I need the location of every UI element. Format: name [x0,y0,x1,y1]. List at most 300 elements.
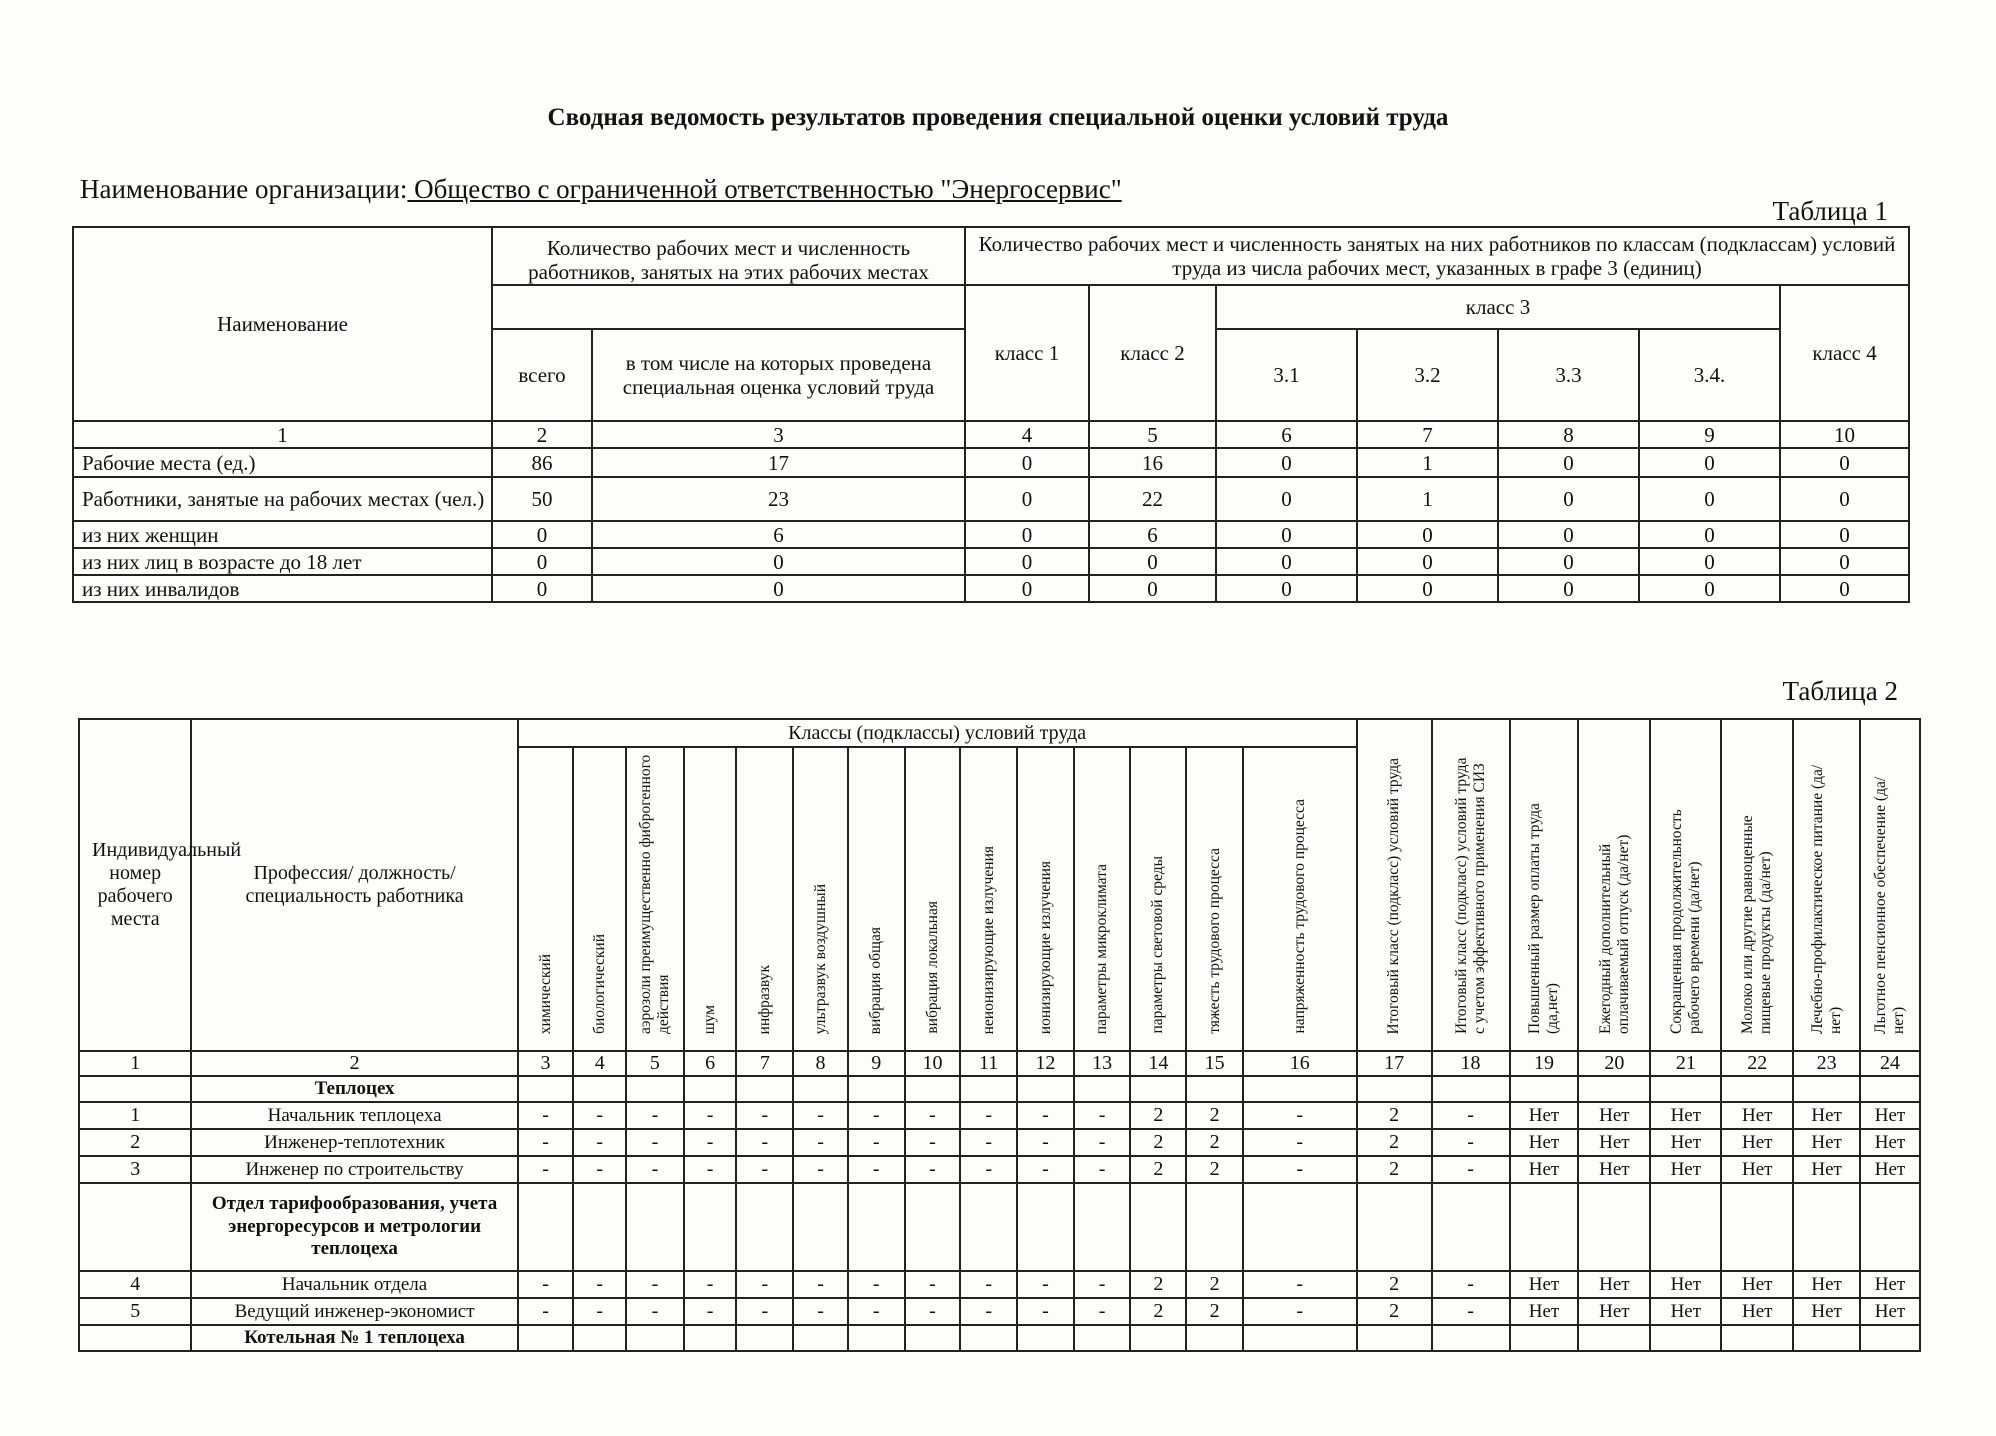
t2-cell: - [1243,1298,1357,1325]
t2-cell: 2 [1186,1298,1243,1325]
t2-colnum: 4 [573,1051,626,1076]
t1-row-label: Работники, занятые на рабочих местах (чел.) [73,477,492,521]
t2-empty-cell [1432,1183,1510,1271]
t2-cell: 2 [1130,1271,1186,1298]
t1-row-label: из них лиц в возрасте до 18 лет [73,548,492,575]
t1-cell: 0 [1498,448,1639,477]
t2-empty-cell [905,1076,961,1102]
t2-empty-cell [1721,1183,1793,1271]
t2-header-factor: аэрозоли преимущественно фиброгенного действия [626,747,684,1051]
t2-empty-cell [1186,1076,1243,1102]
t2-cell: - [793,1298,848,1325]
t2-cell: Нет [1860,1102,1920,1129]
t2-row [79,1298,1920,1325]
t2-empty-cell [960,1183,1017,1271]
t1-cell: 0 [965,575,1089,602]
t2-section-title: Отдел тарифообразования, учета энергоресурсов и метрологии теплоцеха [191,1183,517,1271]
t2-row-profession: Начальник теплоцеха [191,1102,517,1129]
t1-cell: 0 [592,548,965,575]
t2-cell: - [1243,1156,1357,1183]
t2-cell: Нет [1860,1156,1920,1183]
t2-cell: - [518,1271,574,1298]
document-title: Сводная ведомость результатов проведения специальной оценки условий труда [547,104,1449,131]
t2-header-factor: Итоговый класс (подкласс) условий труда [1357,719,1432,1051]
t1-header-assessed: в том числе на которых проведена специальная оценка условий труда [592,329,965,421]
t2-cell: - [960,1129,1017,1156]
t2-cell: - [626,1156,684,1183]
t2-empty-cell [1578,1076,1650,1102]
t2-section-row [79,1325,1920,1351]
t1-cell: 0 [1216,448,1357,477]
t2-cell: - [626,1271,684,1298]
t2-empty-cell [1017,1076,1074,1102]
t2-colnum: 1 [79,1051,191,1076]
t2-row-id: 4 [79,1271,191,1298]
t2-cell: - [1017,1129,1074,1156]
t2-colnum: 13 [1074,1051,1131,1076]
t2-cell: 2 [1130,1102,1186,1129]
t2-header-id: Индивидуальный номер рабочего места [79,719,191,1051]
t2-colnum: 6 [684,1051,737,1076]
t1-cell: 0 [1216,477,1357,521]
t2-row-profession: Инженер-теплотехник [191,1129,517,1156]
t2-cell: 2 [1357,1102,1432,1129]
t1-cell: 0 [1357,521,1498,548]
t1-cell: 0 [965,521,1089,548]
t1-cell: 0 [1216,575,1357,602]
t2-cell: - [1432,1102,1510,1129]
t2-colnum: 3 [518,1051,574,1076]
t1-row [73,448,1909,477]
t2-cell: - [1243,1129,1357,1156]
t2-colnum: 7 [736,1051,793,1076]
t2-cell: Нет [1721,1271,1793,1298]
t2-cell: - [793,1271,848,1298]
t1-cell: 0 [592,575,965,602]
t2-header-factor: ультразвук воздушный [793,747,848,1051]
t2-empty-cell [1432,1076,1510,1102]
t2-header-factor: параметры световой среды [1130,747,1186,1051]
t1-cell: 0 [1357,548,1498,575]
t2-cell: 2 [1186,1156,1243,1183]
t1-body [73,448,1909,602]
t2-cell: - [684,1298,737,1325]
t2-cell: Нет [1721,1298,1793,1325]
t2-empty-cell [1510,1325,1579,1351]
t2-header-factor: инфразвук [736,747,793,1051]
t2-empty-cell [793,1076,848,1102]
t2-cell: 2 [1357,1156,1432,1183]
t2-cell: - [573,1271,626,1298]
t2-empty-cell [736,1076,793,1102]
t2-row [79,1271,1920,1298]
t2-empty-cell [1578,1183,1650,1271]
t2-header-factor: ионизирующие излучения [1017,747,1074,1051]
t2-cell: - [905,1156,961,1183]
t2-cell: Нет [1650,1271,1721,1298]
t1-cell: 0 [1089,548,1216,575]
t2-empty-cell [518,1076,574,1102]
t2-empty-cell [1650,1325,1721,1351]
t1-colnum: 5 [1089,421,1216,448]
t2-empty-cell [793,1325,848,1351]
t2-cell: 2 [1357,1271,1432,1298]
t2-row-id: 1 [79,1102,191,1129]
t2-cell: - [1074,1102,1131,1129]
t2-empty-cell [573,1076,626,1102]
t1-row [73,477,1909,521]
t2-cell: - [518,1156,574,1183]
t2-cell: - [848,1129,905,1156]
t1-colnum: 3 [592,421,965,448]
t2-cell: Нет [1721,1156,1793,1183]
t1-row-label: из них инвалидов [73,575,492,602]
t1-cell: 0 [492,575,592,602]
t1-colnum: 6 [1216,421,1357,448]
t2-empty-cell [684,1076,737,1102]
t1-colnum: 2 [492,421,592,448]
t1-header-classes: Количество рабочих мест и численность занятых на них работников по классам (подклассам) условий труда из числа рабочих мест, указанных в графе 3 (единиц) [965,227,1909,285]
t2-cell: - [1074,1271,1131,1298]
t2-empty-cell [905,1183,961,1271]
t1-row-label: из них женщин [73,521,492,548]
t1-cell: 16 [1089,448,1216,477]
t2-section-row [79,1183,1920,1271]
t2-cell: - [736,1271,793,1298]
t2-colnum: 12 [1017,1051,1074,1076]
t1-colnum: 8 [1498,421,1639,448]
t2-cell: - [626,1298,684,1325]
t1-cell: 0 [1498,548,1639,575]
t2-cell: Нет [1860,1271,1920,1298]
t2-cell: - [1243,1271,1357,1298]
t1-cell: 0 [965,448,1089,477]
t2-empty-cell [79,1325,191,1351]
t2-colnum: 2 [191,1051,517,1076]
t2-cell: - [960,1156,1017,1183]
t2-row-profession: Ведущий инженер-экономист [191,1298,517,1325]
t1-cell: 1 [1357,477,1498,521]
t2-header-factor: Сокращенная продолжительность рабочего времени (да/нет) [1650,719,1721,1051]
t1-cell: 0 [1216,548,1357,575]
t1-cell: 0 [1639,521,1780,548]
t2-cell: - [1017,1271,1074,1298]
t2-cell: 2 [1357,1298,1432,1325]
t2-cell: Нет [1510,1156,1579,1183]
t1-header-sub-3-3: 3.3 [1498,329,1639,421]
t2-empty-cell [905,1325,961,1351]
t1-header-workplaces: Количество рабочих мест и численность работников, занятых на этих рабочих местах [492,227,965,285]
t2-header-factor: шум [684,747,737,1051]
t2-cell: - [905,1129,961,1156]
t2-cell: Нет [1650,1129,1721,1156]
t2-empty-cell [1074,1325,1131,1351]
t1-cell: 0 [492,521,592,548]
t2-colnum: 8 [793,1051,848,1076]
t2-empty-cell [1650,1076,1721,1102]
t2-empty-cell [1793,1183,1860,1271]
t2-header-factor: химический [518,747,574,1051]
t2-empty-cell [1721,1325,1793,1351]
t2-cell: 2 [1130,1129,1186,1156]
t2-cell: - [684,1156,737,1183]
t1-cell: 23 [592,477,965,521]
t2-header-factor: тяжесть трудового процесса [1186,747,1243,1051]
t2-colnum: 24 [1860,1051,1920,1076]
t2-cell: - [626,1129,684,1156]
t2-colnum: 10 [905,1051,961,1076]
t2-row-profession: Начальник отдела [191,1271,517,1298]
t1-cell: 22 [1089,477,1216,521]
t2-empty-cell [960,1076,1017,1102]
t1-colnum: 4 [965,421,1089,448]
t2-empty-cell [736,1325,793,1351]
t2-colnum: 17 [1357,1051,1432,1076]
t1-cell: 0 [1498,521,1639,548]
t2-cell: Нет [1860,1298,1920,1325]
t1-cell: 17 [592,448,965,477]
t2-cell: Нет [1510,1129,1579,1156]
t2-empty-cell [960,1325,1017,1351]
t1-row [73,575,1909,602]
organization-name: Общество с ограниченной ответственностью "Энергосервис" [407,174,1122,204]
t2-cell: Нет [1793,1298,1860,1325]
t2-empty-cell [1130,1325,1186,1351]
t1-cell: 0 [965,477,1089,521]
t2-cell: - [793,1102,848,1129]
t1-header-name: Наименование [73,227,492,421]
t2-header-factor: Ежегодный дополнительный оплачиваемый отпуск (да/нет) [1578,719,1650,1051]
t2-empty-cell [626,1325,684,1351]
t2-empty-cell [518,1183,574,1271]
t2-cell: Нет [1650,1298,1721,1325]
t2-cell: Нет [1510,1102,1579,1129]
t2-section-row [79,1076,1920,1102]
t2-empty-cell [1130,1183,1186,1271]
t1-header-class3: класс 3 [1216,285,1780,329]
t2-cell: Нет [1510,1298,1579,1325]
t2-cell: - [1243,1102,1357,1129]
t2-colnum: 11 [960,1051,1017,1076]
t1-header-sub-3-1: 3.1 [1216,329,1357,421]
t2-cell: - [573,1102,626,1129]
t2-empty-cell [79,1076,191,1102]
t2-cell: Нет [1650,1156,1721,1183]
t1-cell: 0 [1639,477,1780,521]
t2-header-factor: вибрация общая [848,747,905,1051]
t2-cell: - [905,1298,961,1325]
t2-empty-cell [626,1076,684,1102]
t2-header-factor: неионизирующие излучения [960,747,1017,1051]
t2-cell: - [1432,1298,1510,1325]
t2-header-factor: Повышенный размер оплаты труда (да,нет) [1510,719,1579,1051]
t2-cell: - [626,1102,684,1129]
t1-column-numbers [73,421,1909,448]
t2-empty-cell [1130,1076,1186,1102]
t2-empty-cell [573,1183,626,1271]
t2-cell: - [573,1156,626,1183]
t2-cell: - [960,1298,1017,1325]
t2-cell: 2 [1130,1156,1186,1183]
t2-cell: - [848,1156,905,1183]
t2-row-profession: Инженер по строительству [191,1156,517,1183]
t2-cell: Нет [1860,1129,1920,1156]
t2-empty-cell [1186,1183,1243,1271]
t2-cell: - [684,1271,737,1298]
t2-empty-cell [1860,1076,1920,1102]
t2-empty-cell [1017,1325,1074,1351]
t2-empty-cell [1860,1325,1920,1351]
t1-cell: 1 [1357,448,1498,477]
t2-section-title: Котельная № 1 теплоцеха [191,1325,517,1351]
t2-cell: - [1074,1298,1131,1325]
t2-empty-cell [1510,1183,1579,1271]
t2-colnum: 14 [1130,1051,1186,1076]
t2-empty-cell [1357,1076,1432,1102]
t2-cell: - [1432,1156,1510,1183]
t2-empty-cell [518,1325,574,1351]
t2-empty-cell [684,1325,737,1351]
t2-cell: Нет [1793,1129,1860,1156]
t2-header-factor: Итоговый класс (подкласс) условий труда с учетом эффективного применения СИЗ [1432,719,1510,1051]
t1-header-sub-3-2: 3.2 [1357,329,1498,421]
t1-cell: 0 [1780,477,1909,521]
t2-empty-cell [848,1076,905,1102]
organization-line [80,174,1122,205]
t1-cell: 0 [965,548,1089,575]
t1-cell: 86 [492,448,592,477]
t2-cell: - [793,1156,848,1183]
t2-cell: - [684,1129,737,1156]
t2-empty-cell [1074,1076,1131,1102]
t2-header-factor: Лечебно-профилактическое питание (да/нет) [1793,719,1860,1051]
t2-header-factor: параметры микроклимата [1074,747,1131,1051]
t2-cell: Нет [1578,1298,1650,1325]
table1-caption: Таблица 1 [1772,196,1888,226]
t1-colnum: 10 [1780,421,1909,448]
t2-colnum: 19 [1510,1051,1579,1076]
t2-cell: - [736,1129,793,1156]
t2-cell: - [1432,1271,1510,1298]
t1-cell: 0 [1089,575,1216,602]
t2-header-factor: напряженность трудового процесса [1243,747,1357,1051]
t2-cell: Нет [1578,1102,1650,1129]
t2-empty-cell [1793,1325,1860,1351]
t2-cell: Нет [1510,1271,1579,1298]
t2-empty-cell [848,1183,905,1271]
t2-empty-cell [793,1183,848,1271]
t2-header-factor: Льготное пенсионное обеспечение (да/нет) [1860,719,1920,1051]
t2-cell: Нет [1578,1129,1650,1156]
t1-row-label: Рабочие места (ед.) [73,448,492,477]
t2-empty-cell [573,1325,626,1351]
t2-colnum: 23 [1793,1051,1860,1076]
t2-row-id: 2 [79,1129,191,1156]
t2-empty-cell [1793,1076,1860,1102]
t2-cell: - [848,1298,905,1325]
t2-cell: 2 [1357,1129,1432,1156]
t1-cell: 0 [1780,521,1909,548]
t2-section-title: Теплоцех [191,1076,517,1102]
t2-cell: Нет [1793,1102,1860,1129]
t1-colnum: 1 [73,421,492,448]
t2-cell: - [905,1102,961,1129]
t2-empty-cell [848,1325,905,1351]
t1-cell: 0 [1639,448,1780,477]
t2-cell: 2 [1186,1129,1243,1156]
t2-empty-cell [1186,1325,1243,1351]
t2-header-factor: вибрация локальная [905,747,961,1051]
t2-colnum: 9 [848,1051,905,1076]
t1-cell: 0 [1780,448,1909,477]
t2-cell: - [736,1156,793,1183]
t2-cell: Нет [1721,1102,1793,1129]
t2-header-factor: Молоко или другие равноценные пищевые продукты (да/нет) [1721,719,1793,1051]
t1-cell: 0 [1780,575,1909,602]
t2-header-factor: биологический [573,747,626,1051]
t2-header-profession: Профессия/ должность/ специальность работника [191,719,517,1051]
t2-cell: 2 [1186,1102,1243,1129]
t2-row [79,1102,1920,1129]
t2-cell: - [518,1102,574,1129]
t2-column-numbers [79,1051,1920,1076]
t2-row [79,1129,1920,1156]
t1-cell: 6 [1089,521,1216,548]
t2-cell: Нет [1793,1271,1860,1298]
t1-row [73,548,1909,575]
t2-cell: - [1017,1102,1074,1129]
t1-row [73,521,1909,548]
t1-header-sub-3-4: 3.4. [1639,329,1780,421]
t2-colnum: 5 [626,1051,684,1076]
t2-empty-cell [684,1183,737,1271]
t2-empty-cell [1650,1183,1721,1271]
table2-caption: Таблица 2 [1782,676,1898,706]
t2-cell: - [905,1271,961,1298]
t2-empty-cell [1243,1325,1357,1351]
workplace-table [78,718,1921,1352]
t2-colnum: 21 [1650,1051,1721,1076]
t2-cell: - [518,1298,574,1325]
t2-cell: Нет [1650,1102,1721,1129]
t1-cell: 0 [492,548,592,575]
t2-empty-cell [1721,1076,1793,1102]
t2-empty-cell [1243,1076,1357,1102]
t2-cell: - [1074,1129,1131,1156]
t2-colnum: 22 [1721,1051,1793,1076]
t2-colnum: 20 [1578,1051,1650,1076]
t2-empty-cell [1510,1076,1579,1102]
t1-cell: 0 [1639,548,1780,575]
t1-colnum: 7 [1357,421,1498,448]
t2-cell: - [960,1271,1017,1298]
t1-header-class2: класс 2 [1089,285,1216,421]
t2-empty-cell [736,1183,793,1271]
t2-empty-cell [1432,1325,1510,1351]
t2-cell: - [573,1129,626,1156]
t2-colnum: 15 [1186,1051,1243,1076]
t1-cell: 0 [1216,521,1357,548]
t2-empty-cell [1357,1183,1432,1271]
t2-row-id: 3 [79,1156,191,1183]
t2-cell: Нет [1578,1156,1650,1183]
t1-cell: 0 [1780,548,1909,575]
t2-empty-cell [1357,1325,1432,1351]
t2-empty-cell [79,1183,191,1271]
t2-cell: - [573,1298,626,1325]
t1-header-class1: класс 1 [965,285,1089,421]
t2-cell: - [793,1129,848,1156]
